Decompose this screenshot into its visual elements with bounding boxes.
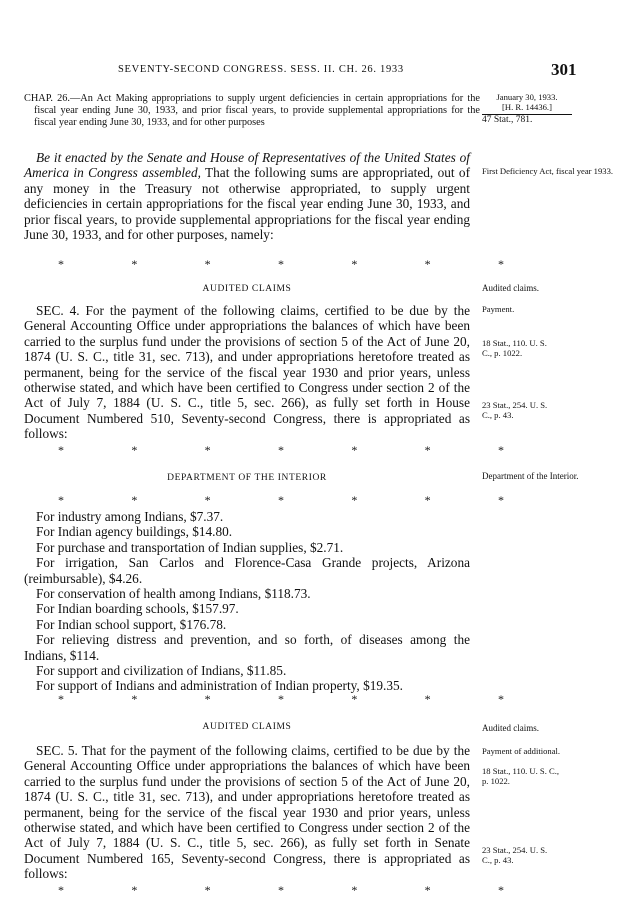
margin-stat: 47 Stat., 781. (482, 114, 533, 125)
running-header (0, 62, 624, 82)
margin-note-ref-3: 18 Stat., 110. U. S. C., p. 1022. (482, 766, 560, 786)
margin-note-ref-2: 23 Stat., 254. U. S. C., p. 43. (482, 400, 548, 420)
margin-note-date (482, 93, 614, 125)
list-item: For irrigation, San Carlos and Florence-Casa Grande projects, Arizona (reimbursable), $4.26. (24, 555, 470, 586)
heading-audited-claims-2: AUDITED CLAIMS (202, 722, 292, 732)
margin-date: January 30, 1933. (496, 92, 558, 102)
margin-note-ref-1: 18 Stat., 110. U. S. C., p. 1022. (482, 338, 547, 358)
list-item: For Indian school support, $176.78. (36, 616, 227, 632)
margin-note-audited-2: Audited claims. (482, 723, 539, 733)
heading-audited-claims-1: AUDITED CLAIMS (202, 284, 292, 294)
enacting-paragraph (24, 150, 470, 242)
omission-stars-4: * * * * * * * (58, 692, 504, 706)
enacting-text: That the following sums are appropriated, out of any money in the Treasury not otherwise appropriated, to supply urgent deficiencies in certain appropriations for the fiscal year ending June 30, 1933, and prior fiscal years, to provide supplemental appropriations for the fiscal year ending June 30, 1933, and for other purposes, namely: (24, 165, 470, 243)
section-4-paragraph: SEC. 4. For the payment of the following claims, certified to be due by the General Accounting Office under appropriations the balances of which have been carried to the surplus fund under the provisions of section 5 of the Act of June 20, 1874 (U. S. C., title 31, sec. 713), and under appropriations heretofore treated as permanent, being for the service of the fiscal year 1930 and prior years, unless otherwise stated, and which have been certified to Congress under section 2 of the Act of July 7, 1884 (U. S. C., title 5, sec. 266), as fully set forth in House Document Numbered 510, Seventy-second Congress, there is appropriated as follows: (24, 303, 470, 442)
list-item: For Indian agency buildings, $14.80. (36, 524, 233, 540)
list-item: For Indian boarding schools, $157.97. (36, 601, 239, 617)
list-item: For purchase and transportation of Indian supplies, $2.71. (36, 539, 344, 555)
margin-note-audited-1: Audited claims. (482, 283, 539, 293)
margin-bill-number: [H. R. 14436.] (502, 101, 552, 112)
page-number: 301 (551, 60, 577, 79)
margin-note-payment-additional: Payment of additional. (482, 746, 561, 756)
margin-note-ref-4: 23 Stat., 254. U. S. C., p. 43. (482, 845, 548, 865)
chapter-title: CHAP. 26.—An Act Making appropriations to supply urgent deficiencies in certain appropriations for the fiscal year ending June 30, 1933, and prior fiscal years, to provide supplemental appropriations for the fiscal year ending June 30, 1933, and for other purposes (24, 93, 480, 128)
omission-stars-3: * * * * * * * (58, 493, 504, 507)
list-item: For industry among Indians, $7.37. (36, 509, 224, 524)
section-5-paragraph: SEC. 5. That for the payment of the following claims, certified to be due by the General Accounting Office under appropriations the balances of which have been carried to the surplus fund under the provisions of section 5 of the Act of June 20, 1874 (U. S. C., title 31, sec. 713), and under appropriations heretofore treated as permanent, being for the service of the fiscal year 1930 and prior years, unless otherwise stated, and which have been certified to Congress under section 2 of the Act of July 7, 1884 (U. S. C., title 5, sec. 266), as fully set forth in Senate Document Numbered 165, Seventy-second Congress, there is appropriated as follows: (24, 743, 470, 882)
list-item: For relieving distress and prevention, and so forth, of diseases among the Indians, $114. (24, 632, 470, 663)
list-item: For support and civilization of Indians, $11.85. (36, 663, 287, 679)
list-item: For conservation of health among Indians, $118.73. (36, 586, 311, 602)
list-item: For support of Indians and administration of Indian property, $19.35. (36, 678, 403, 694)
margin-note-interior: Department of the Interior. (482, 471, 579, 481)
enacting-clause: Be it enacted by the Senate and House of Representatives of the United States of America in Congress assembled, (24, 150, 470, 181)
omission-stars-5: * * * * * * * (58, 883, 504, 897)
heading-department-interior: DEPARTMENT OF THE INTERIOR (167, 473, 327, 483)
margin-note-payment: Payment. (482, 304, 515, 314)
margin-note-first-deficiency: First Deficiency Act, fiscal year 1933. (482, 166, 614, 176)
running-head-text: SEVENTY-SECOND CONGRESS. SESS. II. CH. 26. 1933 (118, 64, 404, 75)
interior-items-list (24, 509, 470, 694)
omission-stars-1: * * * * * * * (58, 257, 504, 271)
omission-stars-2: * * * * * * * (58, 443, 504, 457)
